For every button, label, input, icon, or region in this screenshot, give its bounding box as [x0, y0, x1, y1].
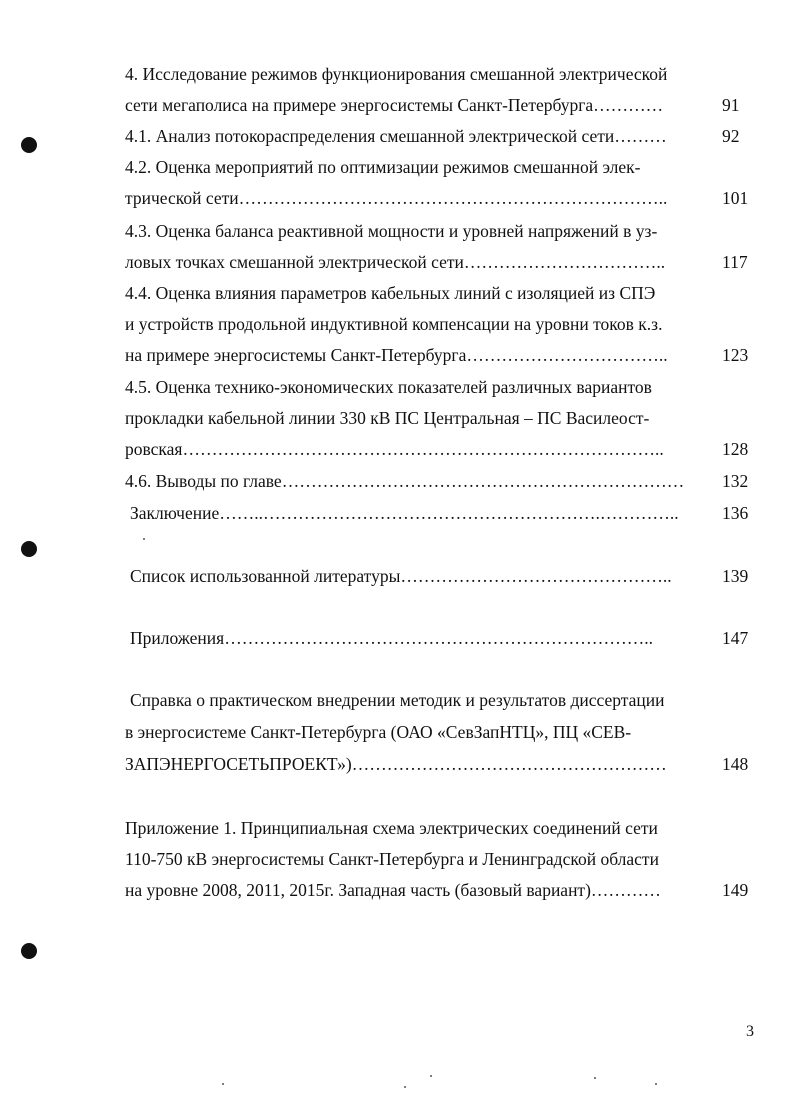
toc-entry-4-5-line-2: прокладки кабельной линии 330 кВ ПС Центральная – ПС Василеост- [125, 408, 650, 428]
toc-entry-4-page: 91 [722, 95, 740, 115]
toc-entry-appendices: Приложения……………………………………………………………….. [130, 628, 653, 648]
toc-entry-implementation-certificate-page: 148 [722, 754, 749, 774]
binder-hole-top [21, 137, 37, 153]
toc-entry-implementation-certificate-line-3: ЗАПЭНЕРГОСЕТЬПРОЕКТ»)……………………………………………… [125, 754, 667, 774]
toc-entry-4-4-line-1: 4.4. Оценка влияния параметров кабельных линий с изоляцией из СПЭ [125, 283, 656, 303]
toc-entry-appendices-page: 147 [722, 628, 749, 648]
scan-speck [222, 1083, 224, 1085]
toc-entry-4-6-page: 132 [722, 471, 749, 491]
toc-entry-4-2-page: 101 [722, 188, 749, 208]
toc-entry-4-line-2: сети мегаполиса на примере энергосистемы Санкт-Петербурга………… [125, 95, 664, 115]
scan-speck [430, 1075, 432, 1077]
toc-entry-implementation-certificate-line-2: в энергосистеме Санкт-Петербурга (ОАО «СевЗапНТЦ», ПЦ «СЕВ- [125, 722, 632, 742]
toc-entry-conclusion: Заключение……..………………………………………………….………….. [130, 503, 679, 523]
toc-entry-4-4-line-2: и устройств продольной индуктивной компенсации на уровни токов к.з. [125, 314, 663, 334]
toc-entry-appendix-1-line-3: на уровне 2008, 2011, 2015г. Западная часть (базовый вариант)………… [125, 880, 661, 900]
scan-speck [143, 538, 145, 540]
toc-entry-4-2-line-1: 4.2. Оценка мероприятий по оптимизации режимов смешанной элек- [125, 157, 641, 177]
binder-hole-middle [21, 541, 37, 557]
toc-entry-conclusion-page: 136 [722, 503, 749, 523]
toc-entry-4-3-line-1: 4.3. Оценка баланса реактивной мощности и уровней напряжений в уз- [125, 221, 658, 241]
toc-entry-4-5-page: 128 [722, 439, 749, 459]
scan-speck [404, 1086, 406, 1088]
toc-entry-appendix-1-page: 149 [722, 880, 749, 900]
binder-hole-bottom [21, 943, 37, 959]
toc-entry-4-3-line-2: ловых точках смешанной электрической сети…………………………….. [125, 252, 666, 272]
toc-entry-references-page: 139 [722, 566, 749, 586]
page-number: 3 [746, 1023, 754, 1040]
toc-entry-4-1-line-1: 4.1. Анализ потокораспределения смешанной электрической сети……… [125, 126, 667, 146]
toc-entry-4-2-line-2: трической сети……………………………………………………………….. [125, 188, 668, 208]
scan-speck [655, 1083, 657, 1085]
toc-entry-appendix-1-line-2: 110-750 кВ энергосистемы Санкт-Петербурга и Ленинградской области [125, 849, 659, 869]
toc-entry-implementation-certificate-line-1: Справка о практическом внедрении методик и результатов диссертации [130, 690, 665, 710]
scan-speck [594, 1077, 596, 1079]
toc-entry-4-6-line-1: 4.6. Выводы по главе…………………………………………………………… [125, 471, 685, 491]
toc-entry-references: Список использованной литературы……………………………………….. [130, 566, 672, 586]
toc-entry-4-5-line-3: ровская……………………………………………………………………….. [125, 439, 664, 459]
toc-entry-4-4-page: 123 [722, 345, 749, 365]
toc-entry-4-3-page: 117 [722, 252, 748, 272]
toc-entry-4-1-page: 92 [722, 126, 740, 146]
toc-entry-4-line-1: 4. Исследование режимов функционирования смешанной электрической [125, 64, 668, 84]
toc-entry-4-4-line-3: на примере энергосистемы Санкт-Петербурга…………………………….. [125, 345, 668, 365]
toc-entry-4-5-line-1: 4.5. Оценка технико-экономических показателей различных вариантов [125, 377, 652, 397]
toc-entry-appendix-1-line-1: Приложение 1. Принципиальная схема электрических соединений сети [125, 818, 658, 838]
